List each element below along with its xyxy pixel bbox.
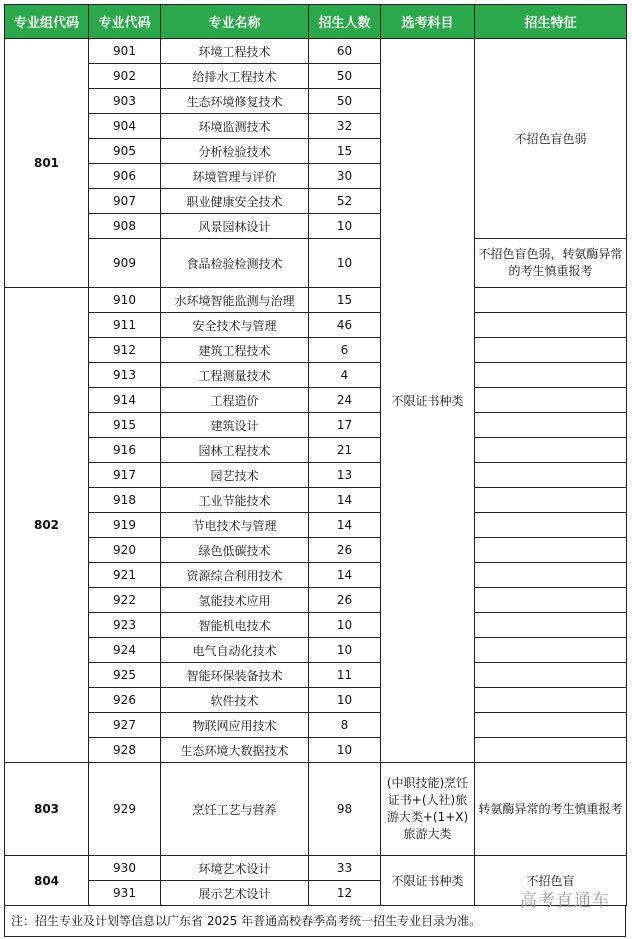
enrollment-count: 10 [309,613,381,638]
major-name: 园艺技术 [161,463,309,488]
feature-empty [475,638,627,663]
table-row [5,638,627,663]
major-name: 建筑工程技术 [161,338,309,363]
feature-empty [475,463,627,488]
enrollment-count: 50 [309,89,381,114]
major-code: 930 [89,856,161,881]
major-name: 展示艺术设计 [161,881,309,906]
major-code: 919 [89,513,161,538]
enrollment-count: 10 [309,239,381,288]
feature-empty [475,663,627,688]
enrollment-count: 32 [309,114,381,139]
group-code-803: 803 [5,763,89,856]
major-name: 环境监测技术 [161,114,309,139]
enrollment-count: 15 [309,139,381,164]
enrollment-count: 33 [309,856,381,881]
major-name: 绿色低碳技术 [161,538,309,563]
subjects-main: 不限证书种类 [381,39,475,763]
table-row [5,538,627,563]
enrollment-count: 4 [309,363,381,388]
major-code: 918 [89,488,161,513]
major-name: 分析检验技术 [161,139,309,164]
major-name: 建筑设计 [161,413,309,438]
enrollment-count: 17 [309,413,381,438]
major-name: 工程造价 [161,388,309,413]
subjects-804: 不限证书种类 [381,856,475,906]
feature-empty [475,388,627,413]
major-name: 环境艺术设计 [161,856,309,881]
admissions-table-container [4,4,626,937]
major-name: 园林工程技术 [161,438,309,463]
feature-empty [475,513,627,538]
major-code: 909 [89,239,161,288]
major-code: 906 [89,164,161,189]
major-code: 912 [89,338,161,363]
table-row [5,413,627,438]
enrollment-count: 15 [309,288,381,313]
header-enrollment: 招生人数 [309,5,381,39]
major-code: 901 [89,39,161,64]
header-major-code: 专业代码 [89,5,161,39]
admissions-table [4,4,627,906]
enrollment-count: 10 [309,638,381,663]
feature-empty [475,738,627,763]
major-name: 物联网应用技术 [161,713,309,738]
feature-empty [475,438,627,463]
major-code: 916 [89,438,161,463]
major-name: 智能机电技术 [161,613,309,638]
major-name: 氢能技术应用 [161,588,309,613]
feature-empty [475,538,627,563]
major-code: 911 [89,313,161,338]
feature-empty [475,563,627,588]
table-row [5,563,627,588]
major-code: 907 [89,189,161,214]
major-name: 给排水工程技术 [161,64,309,89]
major-code: 904 [89,114,161,139]
enrollment-count: 11 [309,663,381,688]
table-row [5,763,627,856]
major-name: 智能环保装备技术 [161,663,309,688]
major-name: 安全技术与管理 [161,313,309,338]
group-code-804: 804 [5,856,89,906]
enrollment-count: 14 [309,563,381,588]
header-features: 招生特征 [475,5,627,39]
major-name: 电气自动化技术 [161,638,309,663]
feature-empty [475,488,627,513]
major-code: 914 [89,388,161,413]
table-row [5,313,627,338]
major-code: 931 [89,881,161,906]
table-row [5,856,627,881]
feature-f3: 转氨酶异常的考生慎重报考 [475,763,627,856]
table-row [5,663,627,688]
major-name: 生态环境大数据技术 [161,738,309,763]
major-name: 烹饪工艺与营养 [161,763,309,856]
table-row [5,513,627,538]
table-row [5,338,627,363]
feature-empty [475,613,627,638]
feature-empty [475,363,627,388]
major-code: 925 [89,663,161,688]
major-name: 软件技术 [161,688,309,713]
table-row [5,713,627,738]
major-name: 环境管理与评价 [161,164,309,189]
enrollment-count: 60 [309,39,381,64]
enrollment-count: 21 [309,438,381,463]
major-code: 905 [89,139,161,164]
table-row [5,239,627,288]
major-name: 生态环境修复技术 [161,89,309,114]
feature-empty [475,588,627,613]
major-name: 食品检验检测技术 [161,239,309,288]
major-code: 922 [89,588,161,613]
major-code: 908 [89,214,161,239]
table-row [5,688,627,713]
major-name: 职业健康安全技术 [161,189,309,214]
major-code: 913 [89,363,161,388]
enrollment-count: 26 [309,538,381,563]
group-code-802: 802 [5,288,89,763]
subjects-803: (中职技能)烹饪证书+(人社)旅游大类+(1+X)旅游大类 [381,763,475,856]
group-code-801: 801 [5,39,89,288]
enrollment-count: 13 [309,463,381,488]
table-row [5,363,627,388]
table-row [5,738,627,763]
major-code: 929 [89,763,161,856]
table-row [5,288,627,313]
footnote: 注：招生专业及计划等信息以广东省 2025 年普通高校春季高考统一招生专业目录为准。 [4,906,626,937]
feature-f1: 不招色盲色弱 [475,39,627,239]
enrollment-count: 50 [309,64,381,89]
feature-empty [475,688,627,713]
major-code: 928 [89,738,161,763]
table-header-row [5,5,627,39]
feature-f2: 不招色盲色弱，转氨酶异常的考生慎重报考 [475,239,627,288]
header-major-name: 专业名称 [161,5,309,39]
table-row [5,463,627,488]
enrollment-count: 98 [309,763,381,856]
major-name: 环境工程技术 [161,39,309,64]
table-row [5,388,627,413]
enrollment-count: 10 [309,214,381,239]
feature-empty [475,313,627,338]
major-code: 927 [89,713,161,738]
header-group-code: 专业组代码 [5,5,89,39]
major-code: 921 [89,563,161,588]
table-row [5,39,627,64]
enrollment-count: 46 [309,313,381,338]
major-name: 资源综合利用技术 [161,563,309,588]
feature-empty [475,713,627,738]
table-row [5,613,627,638]
header-subjects: 选考科目 [381,5,475,39]
feature-empty [475,413,627,438]
enrollment-count: 12 [309,881,381,906]
major-name: 节电技术与管理 [161,513,309,538]
table-row [5,438,627,463]
enrollment-count: 26 [309,588,381,613]
major-name: 风景园林设计 [161,214,309,239]
major-code: 915 [89,413,161,438]
watermark: 高考直通车 [520,891,610,911]
major-code: 923 [89,613,161,638]
table-row [5,488,627,513]
major-code: 926 [89,688,161,713]
enrollment-count: 10 [309,738,381,763]
major-code: 910 [89,288,161,313]
major-code: 903 [89,89,161,114]
enrollment-count: 24 [309,388,381,413]
major-name: 水环境智能监测与治理 [161,288,309,313]
major-code: 917 [89,463,161,488]
major-code: 902 [89,64,161,89]
enrollment-count: 10 [309,688,381,713]
feature-empty [475,288,627,313]
enrollment-count: 6 [309,338,381,363]
feature-empty [475,338,627,363]
feature-f4: 不招色盲 [475,856,627,906]
major-name: 工业节能技术 [161,488,309,513]
enrollment-count: 8 [309,713,381,738]
enrollment-count: 52 [309,189,381,214]
major-name: 工程测量技术 [161,363,309,388]
major-code: 920 [89,538,161,563]
enrollment-count: 30 [309,164,381,189]
major-code: 924 [89,638,161,663]
enrollment-count: 14 [309,488,381,513]
table-row [5,588,627,613]
enrollment-count: 14 [309,513,381,538]
